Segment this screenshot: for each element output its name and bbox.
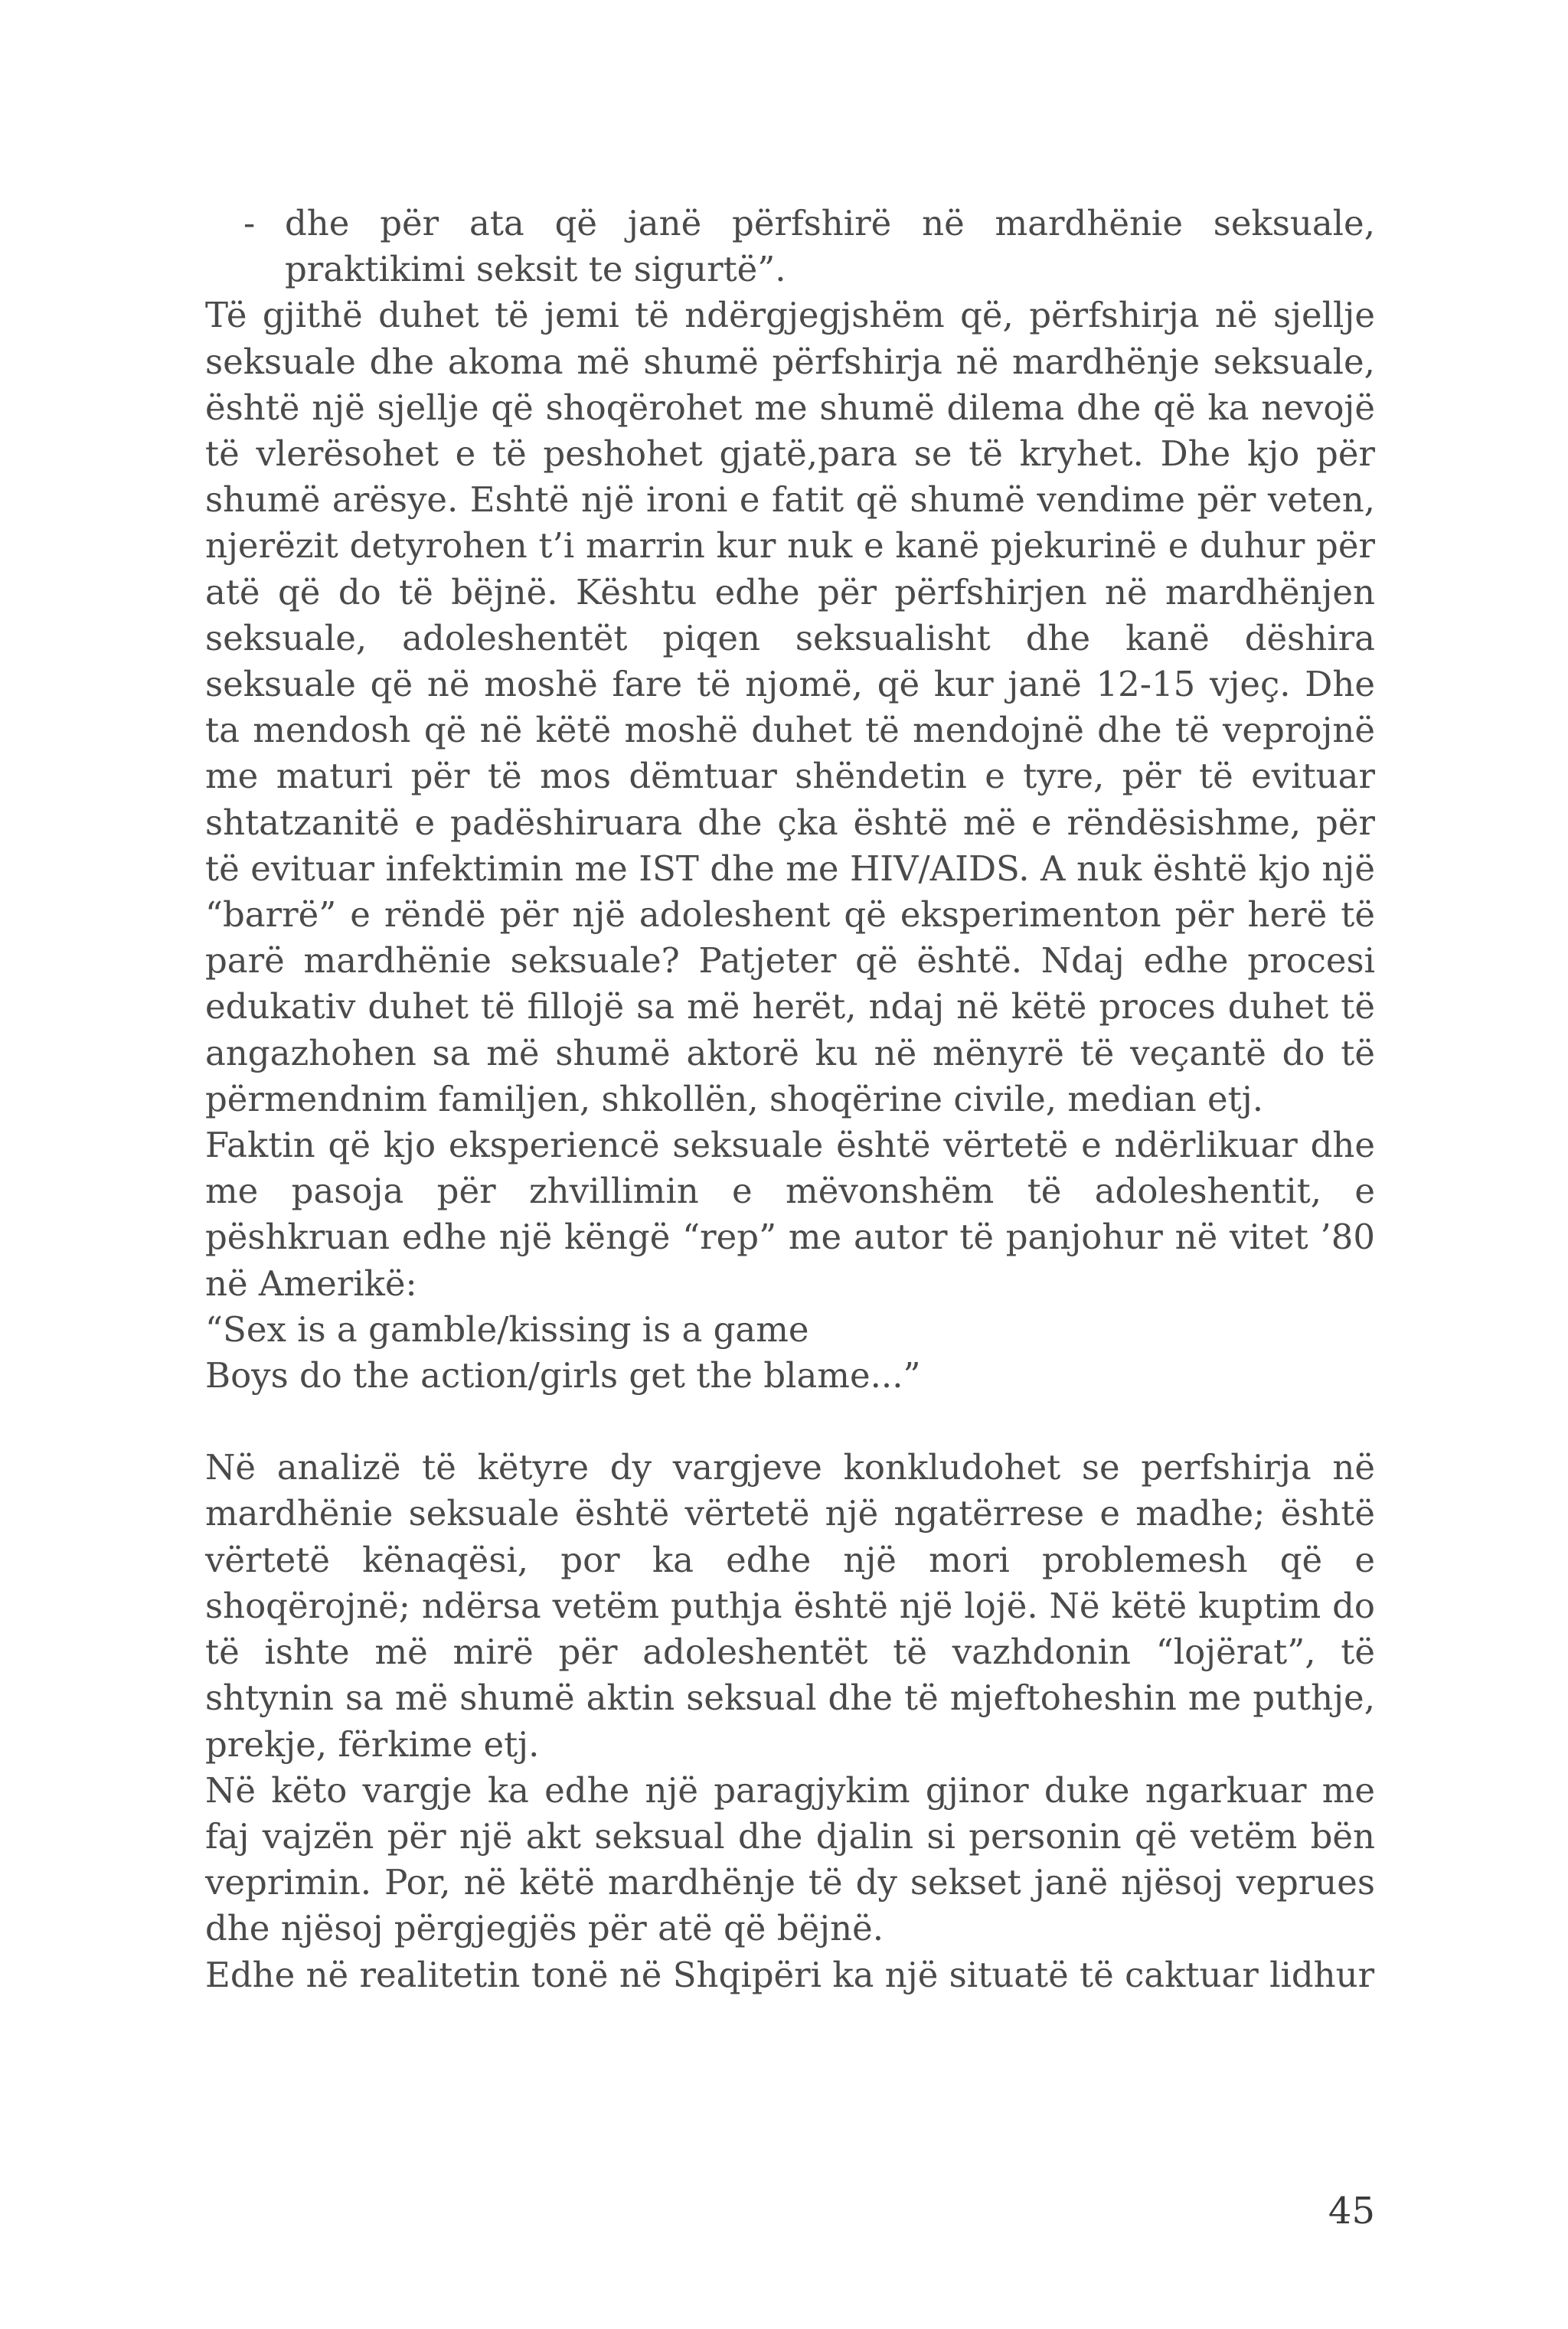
paragraph-5: Edhe në realitetin tonë në Shqipëri ka një situatë të caktuar lidhur bbox=[205, 1954, 1375, 1995]
bullet-dash: - bbox=[243, 203, 256, 243]
paragraph-3: Në analizë të këtyre dy vargjeve konkludohet se perfshirja në mardhënie seksuale është vërtetë një ngatërrese e madhe; është vërtetë kënaqësi, por ka edhe një mori problemesh që e shoqërojnë; ndërsa vetëm puthja është një lojë. Në këtë kuptim do të ishte më mirë për adoleshentët të vazhdonin “lojërat”, të shtynin sa më shumë aktin seksual dhe të mjeftoheshin me puthje, prekje, fërkime etj. bbox=[205, 1447, 1375, 1765]
paragraph-gap bbox=[205, 1399, 1375, 1445]
body-text bbox=[205, 201, 1375, 1998]
lyric-line-1: “Sex is a gamble/kissing is a game bbox=[205, 1308, 809, 1350]
paragraph-1: Të gjithë duhet të jemi të ndërgjegjshëm që, përfshirja në sjellje seksuale dhe akoma më shumë përfshirja në mardhënje seksuale, është një sjellje që shoqërohet me shumë dilema dhe që ka nevojë të vlerësohet e të peshohet gjatë,para se të kryhet. Dhe kjo për shumë arësye. Eshtë një ironi e fatit që shumë vendime për veten, njerëzit detyrohen t’i marrin kur nuk e kanë pjekurinë e duhur për atë që do të bëjnë. Kështu edhe për përfshirjen në mardhënjen seksuale, adoleshentët piqen seksualisht dhe kanë dëshira seksuale që në moshë fare të njomë, që kur janë 12-15 vjeç. Dhe ta mendosh që në këtë moshë duhet të mendojnë dhe të veprojnë me maturi për të mos dëmtuar shëndetin e tyre, për të evituar shtatzanitë e padëshiruara dhe çka është më e rëndësishme, për të evituar infektimin me IST dhe me HIV/AIDS. A nuk është kjo një “barrë” e rëndë për një adoleshent që eksperimenton për herë të parë mardhënie seksuale? Patjeter që është. Ndaj edhe procesi edukativ duhet të fillojë sa më herët, ndaj në këtë proces duhet të angazhohen sa më shumë aktorë ku në mënyrë të veçantë do të përmendnim familjen, shkollën, shoqërine civile, median etj. bbox=[205, 295, 1375, 1119]
bullet-text: dhe për ata që janë përfshirë në mardhënie seksuale, praktikimi seksit te sigurtë”. bbox=[285, 203, 1375, 290]
bullet-item bbox=[205, 201, 1375, 292]
paragraph-4: Në këto vargje ka edhe një paragjykim gjinor duke ngarkuar me faj vajzën për një akt seksual dhe djalin si personin që vetëm bën veprimin. Por, në këtë mardhënje të dy sekset janë njësoj veprues dhe njësoj përgjegjës për atë që bëjnë. bbox=[205, 1769, 1375, 1949]
lyric-line-2: Boys do the action/girls get the blame...” bbox=[205, 1355, 921, 1396]
page-number: 45 bbox=[1328, 2190, 1375, 2233]
paragraph-2: Faktin që kjo eksperiencë seksuale është vërtetë e ndërlikuar dhe me pasoja për zhvillimin e mëvonshëm të adoleshentit, e pëshkruan edhe një këngë “rep” me autor të panjohur në vitet ’80 në Amerikë: bbox=[205, 1125, 1375, 1304]
